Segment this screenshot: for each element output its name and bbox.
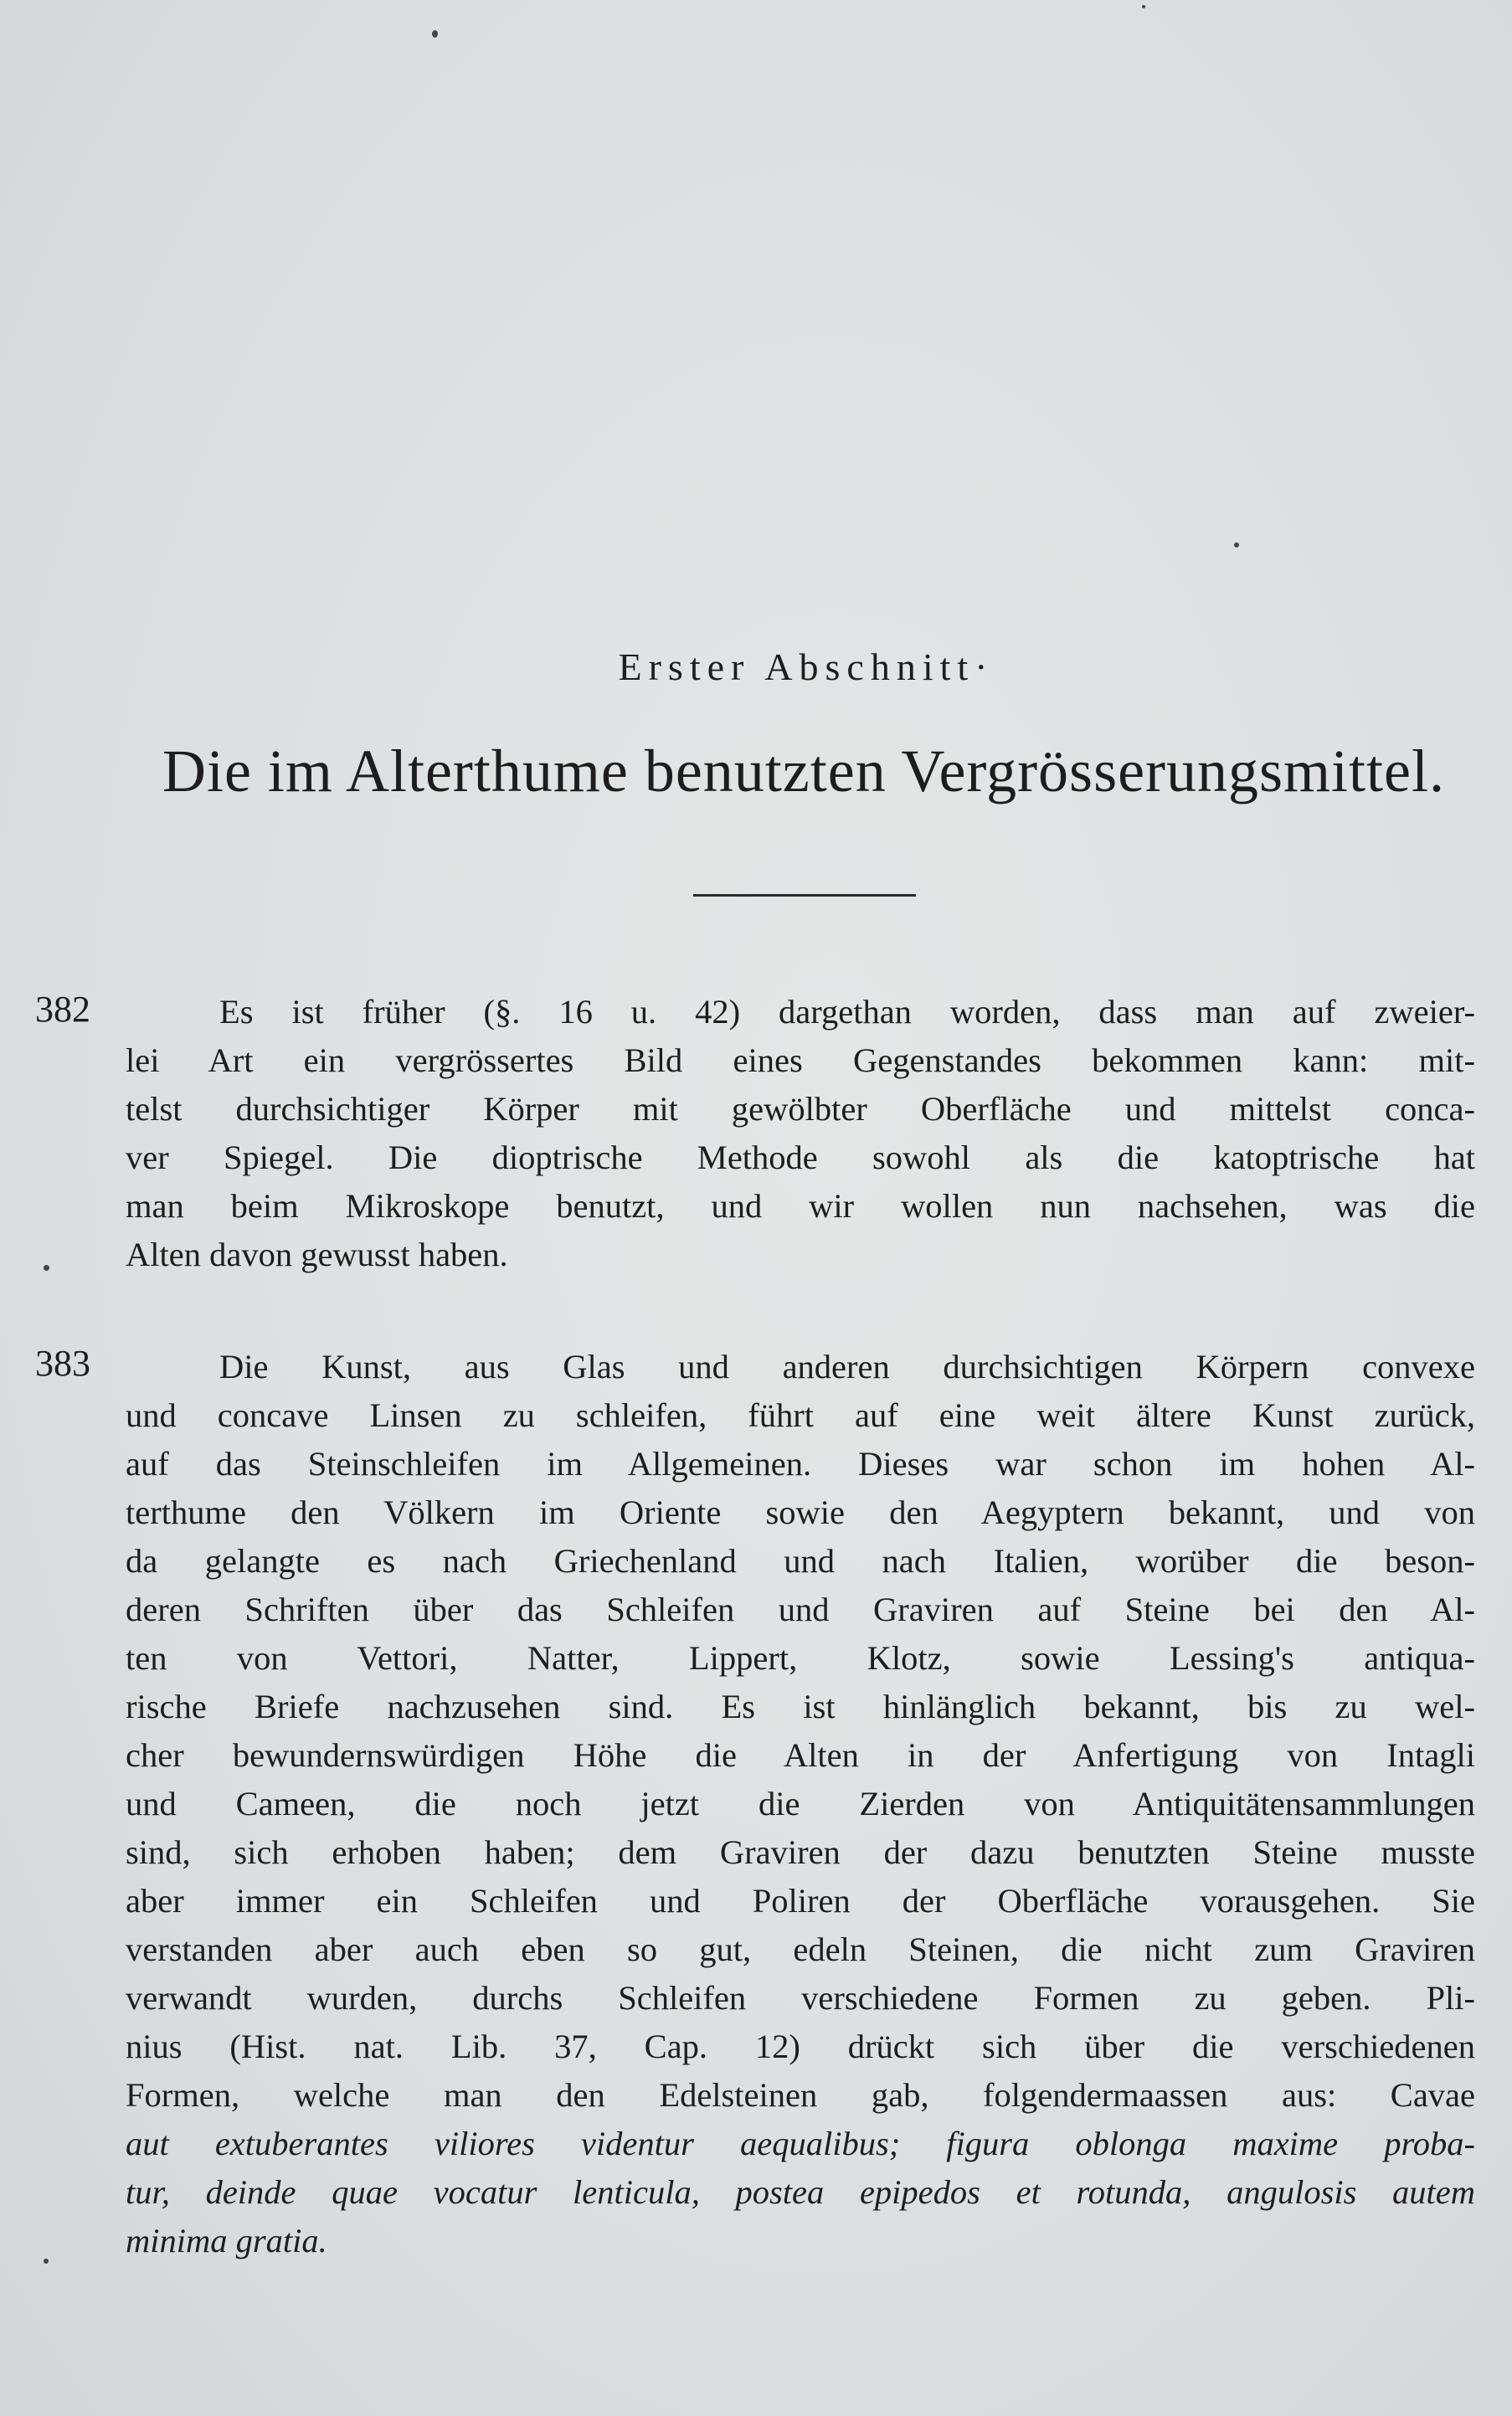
text-line: lei Art ein vergrössertes Bild eines Gegenstandes bekommen kann: mit- (126, 1041, 1475, 1079)
text-line: verstanden aber auch eben so gut, edeln Steinen, die nicht zum Graviren (126, 1930, 1475, 1968)
text-line: rische Briefe nachzusehen sind. Es ist hinlänglich bekannt, bis zu wel- (126, 1688, 1475, 1725)
text-line: cher bewundernswürdigen Höhe die Alten in der Anfertigung von Intagli (126, 1736, 1475, 1774)
paper-speck (44, 2259, 49, 2264)
text-line: sind, sich erhoben haben; dem Graviren der dazu benutzten Steine musste (126, 1833, 1475, 1871)
text-line: nius (Hist. nat. Lib. 37, Cap. 12) drückt sich über die verschiedenen (126, 2028, 1475, 2065)
paper-speck (44, 1265, 49, 1271)
title-rule (693, 894, 916, 897)
paper-speck (1142, 5, 1145, 8)
text-line: und Cameen, die noch jetzt die Zierden von Antiquitätensammlungen (126, 1785, 1475, 1822)
paper-speck (432, 30, 438, 38)
text-line-italic: minima gratia. (126, 2222, 327, 2259)
section-label: Erster Abschnitt· (618, 645, 995, 688)
chapter-title: Die im Alterthume benutzten Vergrösserungsmittel. (162, 738, 1446, 804)
text-line: Formen, welche man den Edelsteinen gab, folgendermaassen aus: Cavae (126, 2076, 1475, 2114)
text-line: Es ist früher (§. 16 u. 42) dargethan worden, dass man auf zweier- (219, 993, 1475, 1031)
text-line: ver Spiegel. Die dioptrische Methode sowohl als die katoptrische hat (126, 1139, 1475, 1176)
text-line: Alten davon gewusst haben. (126, 1236, 508, 1273)
text-line: Die Kunst, aus Glas und anderen durchsichtigen Körpern convexe (219, 1348, 1475, 1385)
text-line-italic: aut extuberantes viliores videntur aequalibus; figura oblonga maxime proba- (126, 2125, 1475, 2162)
paragraph-382 (126, 988, 1475, 1279)
text-line: verwandt wurden, durchs Schleifen verschiedene Formen zu geben. Pli- (126, 1979, 1475, 2017)
paragraph-number: 382 (35, 989, 90, 1030)
text-line: da gelangte es nach Griechenland und nach Italien, worüber die beson- (126, 1542, 1475, 1580)
text-line: ten von Vettori, Natter, Lippert, Klotz, sowie Lessing's antiqua- (126, 1639, 1475, 1677)
text-line: und concave Linsen zu schleifen, führt auf eine weit ältere Kunst zurück, (126, 1396, 1475, 1434)
text-line: aber immer ein Schleifen und Poliren der Oberfläche vorausgehen. Sie (126, 1882, 1475, 1920)
paper-speck (1234, 542, 1239, 547)
text-line: man beim Mikroskope benutzt, und wir wollen nun nachsehen, was die (126, 1187, 1475, 1225)
text-line: terthume den Völkern im Oriente sowie den Aegyptern bekannt, und von (126, 1493, 1475, 1531)
text-line: auf das Steinschleifen im Allgemeinen. Dieses war schon im hohen Al- (126, 1445, 1475, 1483)
text-line: deren Schriften über das Schleifen und Graviren auf Steine bei den Al- (126, 1591, 1475, 1628)
text-line: telst durchsichtiger Körper mit gewölbter Oberfläche und mittelst conca- (126, 1090, 1475, 1128)
paragraph-383 (126, 1343, 1475, 2265)
paragraph-number: 383 (35, 1343, 90, 1384)
text-line-italic: tur, deinde quae vocatur lenticula, postea epipedos et rotunda, angulosis autem (126, 2173, 1475, 2211)
